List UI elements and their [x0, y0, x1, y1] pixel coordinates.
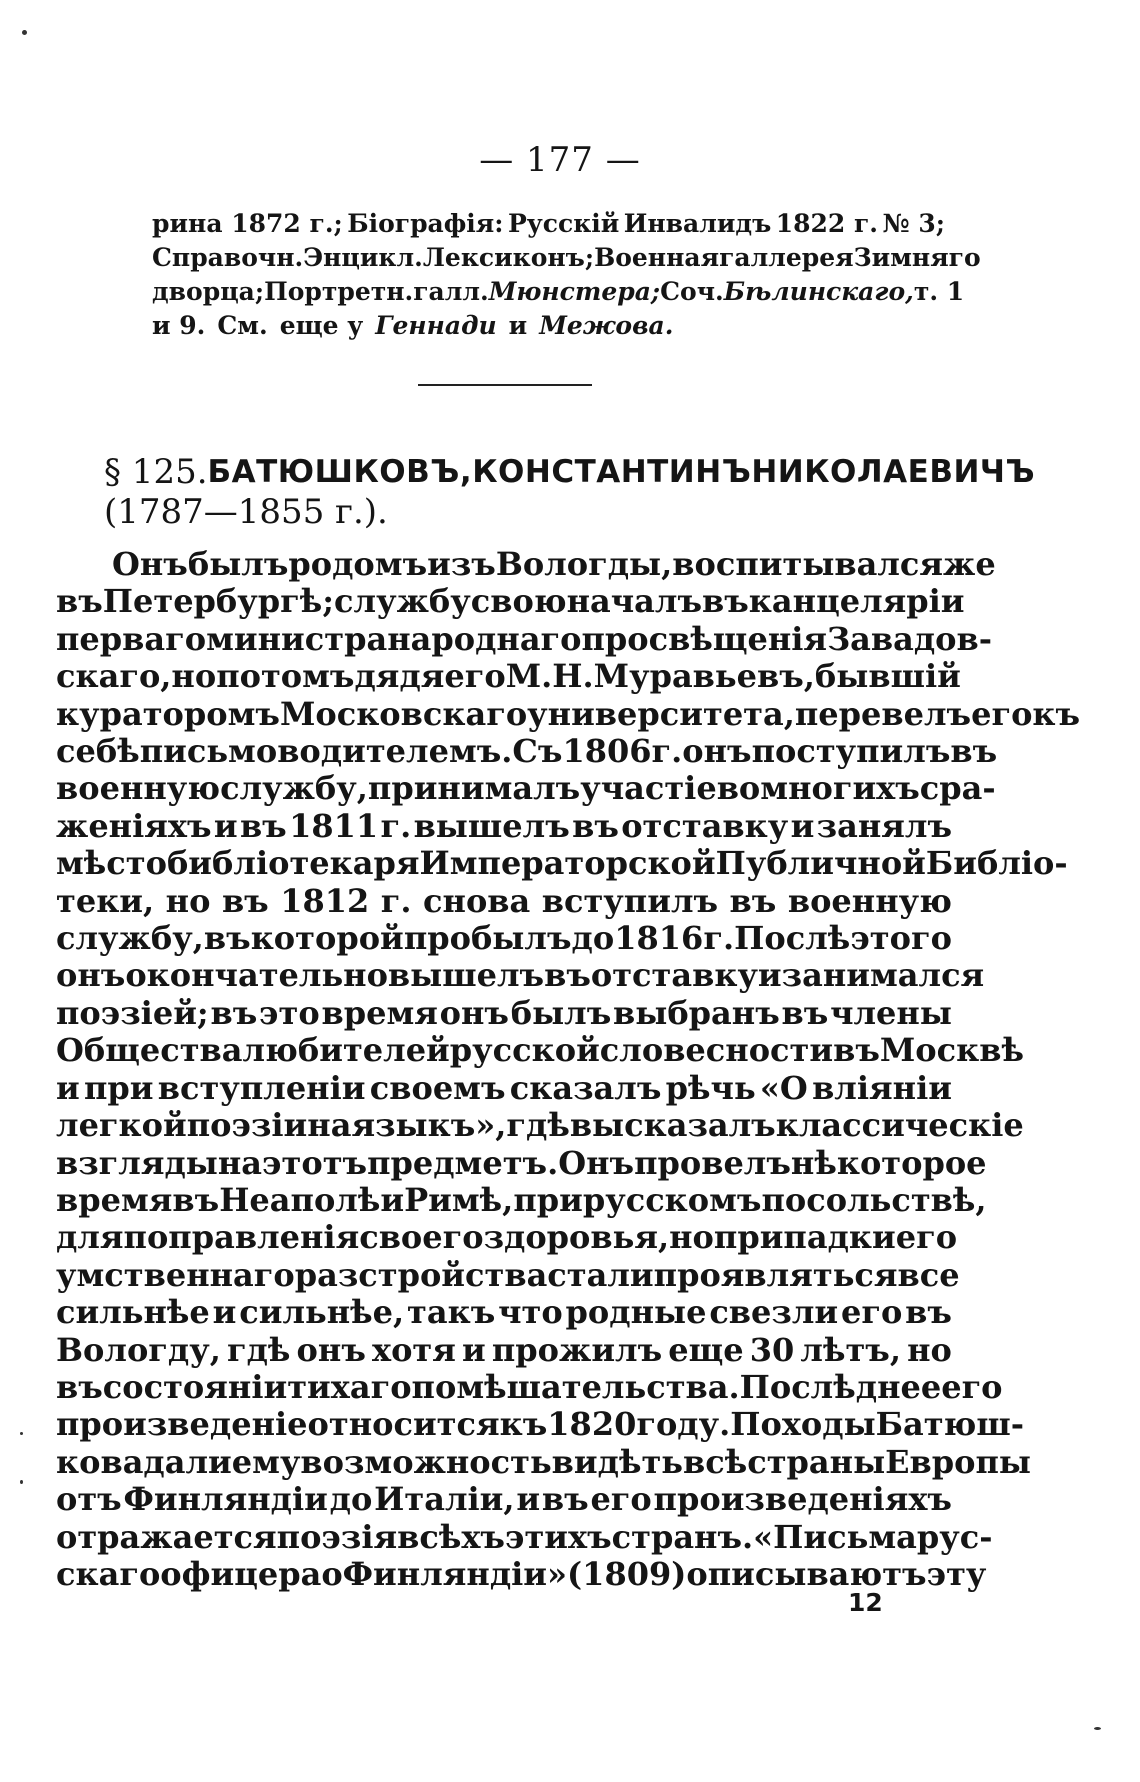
- body-word: скаго: [56, 1554, 161, 1593]
- scan-speck: [20, 1480, 23, 1484]
- body-word: офицера: [160, 1554, 322, 1593]
- body-word: онъ: [56, 956, 126, 995]
- heading-name-patronymic: НИКОЛАЕВИЧЪ: [751, 454, 1036, 490]
- body-word: въ: [702, 582, 749, 621]
- body-word: Завадов-: [827, 619, 993, 658]
- body-word: языкъ»,: [351, 1106, 507, 1145]
- body-word: 30: [749, 1330, 795, 1369]
- body-word: университета,: [527, 694, 795, 733]
- footnote-word: дворца;: [152, 277, 265, 306]
- body-word: всѣ: [683, 1442, 748, 1481]
- body-word: дядя: [354, 657, 445, 696]
- body-word: М.: [505, 657, 553, 696]
- footnote-line: [152, 309, 945, 343]
- body-word: въ: [221, 881, 269, 920]
- body-word: это: [259, 993, 320, 1032]
- body-word: припадки: [713, 1218, 896, 1257]
- body-word: (1809): [567, 1554, 687, 1593]
- footnote-word: Геннади: [375, 311, 497, 340]
- body-word: принималъ: [367, 769, 581, 808]
- footnote-word: Межова.: [539, 311, 674, 340]
- body-word: его: [444, 657, 506, 696]
- body-word: на: [307, 1106, 352, 1145]
- body-word: 1811: [289, 806, 379, 845]
- body-word: въ: [239, 806, 287, 845]
- footnote-word: Лексиконъ;: [422, 243, 595, 272]
- body-word: поэзія: [276, 1517, 398, 1556]
- body-word: службу,: [56, 919, 204, 958]
- footnote-word: и 9.: [152, 311, 206, 340]
- body-word: 1816: [614, 919, 704, 958]
- body-word: лѣтъ,: [800, 1330, 901, 1369]
- footnote-line: [152, 275, 965, 309]
- body-word: свою: [470, 582, 567, 621]
- body-word: поступилъ: [751, 732, 951, 771]
- footnote-word: Бѣлинскаго,: [723, 277, 914, 306]
- body-line: [56, 657, 961, 696]
- body-word: участіе: [580, 769, 717, 808]
- body-word: кураторомъ: [56, 694, 280, 733]
- body-word: нѣкоторое: [790, 1143, 987, 1182]
- body-line: [56, 1106, 1024, 1145]
- body-word: классическіе: [775, 1106, 1024, 1145]
- body-word: въ: [210, 993, 258, 1032]
- footnote-word: Русскій: [507, 209, 620, 238]
- footnote-word: и: [508, 311, 528, 340]
- body-word: и: [757, 956, 782, 995]
- footnote-word: Военная: [594, 243, 720, 272]
- body-word: Финляндіи: [123, 1480, 328, 1519]
- body-word: письмоводителемъ.: [139, 732, 513, 771]
- body-line: [56, 1031, 1024, 1070]
- body-line: [56, 995, 952, 1032]
- body-word: умственнаго: [56, 1255, 295, 1294]
- body-word: такъ: [407, 1293, 496, 1332]
- body-line: [56, 1332, 952, 1369]
- body-word: занимался: [781, 956, 985, 995]
- body-word: описываютъ: [686, 1554, 927, 1593]
- body-word: Общества: [56, 1031, 243, 1070]
- footnote-word: Зимняго: [853, 243, 981, 272]
- body-word: относится: [307, 1405, 500, 1444]
- body-line: [56, 808, 952, 845]
- heading-name-first: КОНСТАНТИНЪ: [472, 454, 752, 490]
- body-word: прожилъ: [491, 1330, 663, 1369]
- body-word: Батюш-: [875, 1405, 1025, 1444]
- body-word: окончательно: [125, 956, 388, 995]
- body-word: въ: [729, 881, 777, 920]
- body-word: Императорской: [419, 844, 716, 883]
- body-word: Московскаго: [279, 694, 528, 733]
- page-number: — 177 —: [479, 140, 641, 180]
- body-word: которой: [250, 919, 404, 958]
- body-word: началъ: [566, 582, 703, 621]
- body-word: 1820: [547, 1405, 637, 1444]
- footnote-word: № 3;: [882, 209, 945, 238]
- body-word: Муравьевъ,: [593, 657, 815, 696]
- body-word: о: [321, 1554, 343, 1593]
- body-word: при: [513, 1180, 583, 1219]
- body-word: Европы: [885, 1442, 1031, 1481]
- body-word: и: [516, 1480, 541, 1519]
- body-word: въ: [950, 732, 998, 771]
- body-word: въ: [781, 993, 829, 1032]
- heading-name-surname: БАТЮШКОВЪ,: [207, 454, 473, 490]
- body-line: [56, 1218, 958, 1257]
- signature-mark: 12: [848, 1588, 883, 1617]
- body-line: [56, 1255, 960, 1294]
- body-word: въ: [572, 806, 619, 845]
- body-word: отражается: [56, 1517, 277, 1556]
- body-word: этого: [850, 919, 952, 958]
- body-word: службу,: [220, 769, 368, 808]
- body-word: русскомъ: [582, 1180, 762, 1219]
- body-word: Финляндіи»: [342, 1554, 568, 1593]
- body-word: его: [941, 1367, 1003, 1406]
- body-word: помѣшательства.: [411, 1367, 740, 1406]
- body-word: скаго,: [56, 657, 172, 696]
- article-body: [56, 545, 1081, 1593]
- body-word: рус-: [916, 1517, 993, 1556]
- body-line: [56, 1294, 952, 1331]
- body-word: себѣ: [56, 732, 140, 771]
- body-word: канцеляріи: [748, 582, 965, 621]
- body-word: отставку: [590, 956, 758, 995]
- body-word: въ: [203, 919, 251, 958]
- body-line: [56, 844, 1068, 883]
- section-number: § 125.: [104, 452, 208, 492]
- body-word: вышелъ: [387, 956, 545, 995]
- body-word: онъ: [682, 732, 752, 771]
- body-word: библіотекаря: [166, 844, 420, 883]
- body-word: воспитывался: [672, 545, 944, 583]
- body-word: этихъ: [504, 1517, 612, 1556]
- body-word: Онъ: [558, 1143, 635, 1182]
- body-word: время: [56, 1180, 173, 1219]
- body-word: и: [212, 1293, 237, 1332]
- body-word: эту: [926, 1554, 987, 1593]
- body-word: хотя: [371, 1330, 456, 1369]
- body-word: Римѣ,: [404, 1180, 514, 1219]
- body-word: сильнѣе: [56, 1293, 210, 1332]
- body-word: министра: [206, 619, 388, 658]
- body-word: «Письма: [753, 1517, 917, 1556]
- footnote-word: 1822 г.: [775, 209, 879, 238]
- body-word: пробылъ: [403, 919, 572, 958]
- body-word: этотъ: [262, 1143, 368, 1182]
- body-word: поэзіей;: [56, 993, 209, 1032]
- body-word: свезли: [709, 1293, 839, 1332]
- body-word: Онъ: [112, 545, 188, 583]
- body-word: въ: [56, 1367, 103, 1406]
- body-word: его: [971, 694, 1033, 733]
- body-word: народнаго: [387, 619, 582, 658]
- body-word: дали: [143, 1442, 232, 1481]
- body-word: Неаполѣ: [219, 1180, 381, 1219]
- body-word: странъ.: [611, 1517, 754, 1556]
- body-word: въ: [905, 1293, 952, 1332]
- body-word: и: [790, 806, 815, 845]
- body-word: на: [217, 1143, 263, 1182]
- body-line: [56, 1143, 987, 1182]
- scan-speck: [20, 1432, 23, 1435]
- body-word: и: [462, 1330, 486, 1369]
- body-word: гдѣ: [506, 1106, 570, 1145]
- body-word: военную: [787, 881, 952, 920]
- body-word: г.: [651, 732, 683, 771]
- body-word: Публичной: [715, 844, 926, 883]
- body-word: г.: [703, 919, 735, 958]
- body-word: русской: [449, 1031, 600, 1070]
- body-word: члены: [830, 993, 952, 1032]
- body-word: тихаго: [287, 1367, 412, 1406]
- scan-speck: [1094, 1727, 1101, 1730]
- bibliography-footnote: [152, 207, 981, 343]
- body-word: вліяніи: [812, 1068, 952, 1107]
- body-word: отставку: [621, 806, 789, 845]
- footnote-word: еще у: [279, 311, 364, 340]
- body-word: женіяхъ: [56, 806, 212, 845]
- body-word: вышелъ: [413, 806, 570, 845]
- footnote-word: Соч.: [660, 277, 724, 306]
- body-word: Н.: [552, 657, 594, 696]
- body-line: [56, 1367, 1003, 1406]
- body-word: «О: [759, 1068, 808, 1107]
- footnote-word: рина 1872 г.;: [152, 209, 343, 238]
- footnote-word: Портретн.: [264, 277, 414, 306]
- body-word: поэзіи: [186, 1106, 308, 1145]
- body-word: до: [329, 1480, 373, 1519]
- body-word: и: [380, 1180, 405, 1219]
- body-word: въ: [172, 1180, 220, 1219]
- body-word: Послѣднее: [739, 1367, 942, 1406]
- footnote-word: Справочн.: [152, 243, 304, 272]
- body-word: теки,: [56, 881, 155, 920]
- footnote-word: Энцикл.: [303, 243, 423, 272]
- body-line: [56, 1070, 952, 1107]
- body-word: перваго: [56, 619, 207, 658]
- body-word: выбранъ: [613, 993, 780, 1032]
- body-line: [56, 732, 998, 771]
- body-word: сказалъ: [509, 1068, 662, 1107]
- body-word: г.: [380, 881, 412, 920]
- body-word: вступленіи: [157, 1068, 366, 1107]
- body-word: къ: [1032, 694, 1081, 733]
- body-word: сра-: [919, 769, 996, 808]
- body-word: г.: [380, 806, 412, 845]
- body-word: бывшій: [814, 657, 961, 696]
- footnote-line: [152, 207, 945, 241]
- body-word: для: [56, 1218, 124, 1257]
- section-divider: [418, 384, 592, 386]
- body-word: Москвѣ: [879, 1031, 1024, 1070]
- body-word: взгляды: [56, 1143, 218, 1182]
- scan-speck: [22, 30, 27, 35]
- body-word: рѣчь: [665, 1068, 756, 1107]
- body-word: родомъ: [288, 545, 428, 583]
- body-line: [56, 883, 952, 920]
- body-word: и: [56, 1068, 80, 1107]
- body-word: его: [840, 1293, 903, 1332]
- body-word: потомъ: [216, 657, 355, 696]
- footnote-line: [152, 241, 981, 275]
- body-word: вступилъ: [541, 881, 719, 920]
- body-word: что: [498, 1293, 563, 1332]
- body-word: въ: [544, 956, 591, 995]
- body-word: своемъ: [369, 1068, 506, 1107]
- footnote-word: галл.: [413, 277, 489, 306]
- body-word: высказалъ: [569, 1106, 776, 1145]
- body-word: снова: [423, 881, 531, 920]
- body-word: къ: [499, 1405, 548, 1444]
- body-word: въ: [56, 582, 103, 621]
- body-word: перевелъ: [794, 694, 972, 733]
- body-word: возможность: [300, 1442, 552, 1481]
- body-word: разстройства: [294, 1255, 548, 1294]
- section-heading: [104, 452, 1036, 532]
- body-word: Италіи,: [374, 1480, 515, 1519]
- body-word: службу: [334, 582, 471, 621]
- body-word: ему: [231, 1442, 301, 1481]
- body-word: легкой: [56, 1106, 187, 1145]
- body-line: [56, 1517, 993, 1556]
- body-word: Петербургѣ;: [102, 582, 335, 621]
- body-word: видѣть: [551, 1442, 684, 1481]
- body-line: [56, 1405, 1025, 1444]
- body-word: все: [897, 1255, 960, 1294]
- body-line: [56, 769, 996, 808]
- body-word: военную: [56, 769, 221, 808]
- body-word: кова: [56, 1442, 144, 1481]
- body-word: словесности: [599, 1031, 834, 1070]
- body-word: до: [571, 919, 615, 958]
- body-word: произведеніяхъ: [653, 1480, 952, 1519]
- body-word: произведеніе: [56, 1405, 308, 1444]
- footnote-word: См.: [217, 311, 268, 340]
- body-word: гдѣ: [226, 1330, 291, 1369]
- body-word: но: [907, 1330, 952, 1369]
- body-word: стали: [547, 1255, 654, 1294]
- body-line: [56, 694, 1081, 733]
- body-word: Послѣ: [734, 919, 851, 958]
- body-word: былъ: [510, 993, 612, 1032]
- heading-line: [104, 452, 1036, 492]
- body-word: своего: [359, 1218, 484, 1257]
- body-word: посольствѣ,: [761, 1180, 987, 1219]
- body-line: [56, 920, 952, 957]
- body-word: во: [716, 769, 761, 808]
- body-word: году.: [636, 1405, 731, 1444]
- body-word: его: [590, 1480, 652, 1519]
- body-word: въ: [833, 1031, 880, 1070]
- body-word: мѣсто: [56, 844, 167, 883]
- body-word: провелъ: [634, 1143, 791, 1182]
- body-word: всѣхъ: [397, 1517, 505, 1556]
- footnote-word: Біографія:: [347, 209, 504, 238]
- body-word: онъ: [439, 993, 509, 1032]
- body-word: и: [213, 806, 238, 845]
- footnote-word: галлерея: [719, 243, 854, 272]
- body-line: [56, 545, 996, 583]
- body-line: [56, 1554, 987, 1593]
- body-word: его: [895, 1218, 958, 1257]
- body-word: страны: [747, 1442, 886, 1481]
- body-line: [56, 1481, 952, 1518]
- body-line: [56, 1442, 1031, 1481]
- body-word: состояніи: [102, 1367, 288, 1406]
- body-word: занялъ: [816, 806, 952, 845]
- body-word: поправленія: [123, 1218, 360, 1257]
- footnote-word: Мюнстера;: [488, 277, 661, 306]
- body-word: Библіо-: [925, 844, 1068, 883]
- body-word: Вологды,: [495, 545, 673, 583]
- footnote-word: т. 1: [913, 277, 965, 306]
- body-word: 1812: [280, 881, 370, 920]
- body-word: родные: [565, 1293, 707, 1332]
- body-line: [56, 582, 965, 621]
- body-word: 1806: [562, 732, 652, 771]
- body-word: время: [321, 993, 438, 1032]
- body-word: изъ: [427, 545, 496, 583]
- body-word: въ: [541, 1480, 589, 1519]
- footnote-word: Инвалидъ: [623, 209, 772, 238]
- body-word: предметъ.: [367, 1143, 559, 1182]
- body-word: многихъ: [760, 769, 920, 808]
- body-line: [56, 619, 993, 658]
- body-word: отъ: [56, 1480, 122, 1519]
- body-word: онъ: [296, 1330, 366, 1369]
- body-word: Походы: [730, 1405, 876, 1444]
- heading-years: (1787—1855 г.).: [104, 492, 388, 532]
- body-word: былъ: [187, 545, 289, 583]
- body-word: любителей: [242, 1031, 450, 1070]
- body-line: [56, 1180, 987, 1219]
- body-word: здоровья,: [483, 1218, 670, 1257]
- body-word: еще: [668, 1330, 744, 1369]
- body-word: проявляться: [653, 1255, 898, 1294]
- body-word: но: [165, 881, 211, 920]
- body-word: но: [171, 657, 217, 696]
- body-word: но: [669, 1218, 714, 1257]
- body-word: при: [84, 1068, 154, 1107]
- body-line: [56, 956, 985, 995]
- body-word: же: [943, 545, 996, 583]
- body-word: Вологду,: [56, 1330, 221, 1369]
- body-word: просвѣщенія: [581, 619, 828, 658]
- body-word: сильнѣе,: [239, 1293, 405, 1332]
- body-word: Съ: [512, 732, 563, 771]
